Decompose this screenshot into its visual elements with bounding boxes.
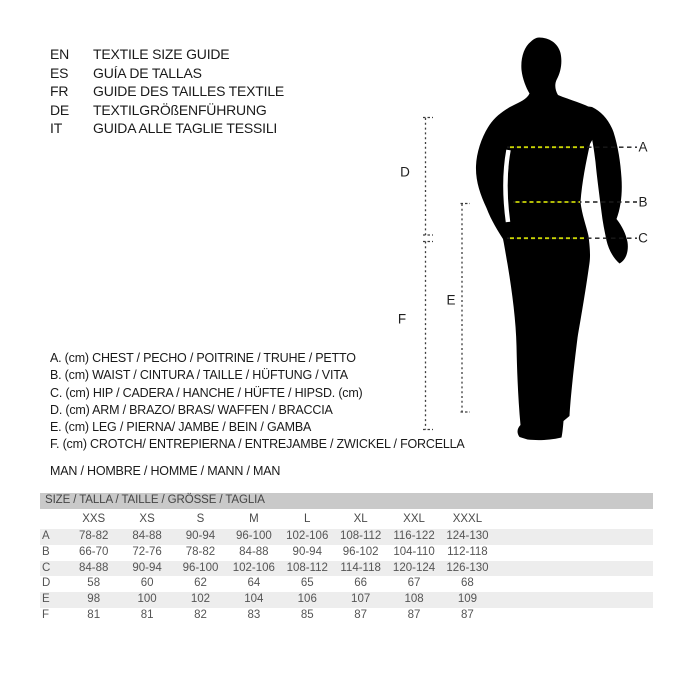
marker-label-d: D — [400, 164, 410, 180]
guide-title-it: GUIDA ALLE TAGLIE TESSILI — [93, 120, 278, 137]
table-row-c — [40, 561, 653, 577]
filler-cell — [494, 561, 653, 577]
cell: 84-88 — [78, 561, 109, 574]
filler-cell — [494, 576, 653, 592]
col-header-xxl: XXL — [403, 512, 425, 525]
cell: 108-112 — [286, 561, 328, 574]
marker-label-c: C — [638, 230, 648, 246]
table-row-a — [40, 529, 653, 545]
legend-hip: C. (cm) HIP / CADERA / HANCHE / HÜFTE / HIPSD. (cm) — [50, 385, 363, 400]
cell: 100 — [137, 593, 157, 606]
legend-chest: A. (cm) CHEST / PECHO / POITRINE / TRUHE / PETTO — [50, 351, 356, 365]
cell: 84-88 — [132, 530, 162, 542]
legend-waist: B. (cm) WAIST / CINTURA / TAILLE / HÜFTUNG / VITA — [50, 368, 348, 383]
cell: 108 — [404, 593, 424, 606]
cell: 116-122 — [393, 530, 435, 542]
cell: 104 — [244, 593, 264, 606]
language-code: EN — [50, 46, 70, 62]
cell: 78-82 — [185, 545, 216, 558]
cell: 81 — [87, 608, 101, 621]
table-row-e — [40, 592, 653, 608]
cell: 108-112 — [339, 530, 382, 542]
cell: 124-130 — [446, 530, 489, 542]
cell: 107 — [351, 593, 371, 606]
cell: 96-100 — [182, 561, 219, 574]
size-table-header-row — [40, 509, 653, 530]
cell: 60 — [140, 577, 154, 590]
size-table-corner-cell — [40, 509, 67, 530]
cell: 87 — [461, 608, 474, 621]
cell: 58 — [87, 577, 101, 590]
col-header-m: M — [249, 512, 259, 525]
col-header-xs: XS — [139, 512, 155, 525]
guide-title-en: TEXTILE SIZE GUIDE — [93, 46, 230, 62]
row-label: C — [42, 561, 51, 574]
row-label: B — [42, 545, 50, 558]
row-label: D — [42, 577, 51, 590]
cell: 96-100 — [235, 530, 272, 542]
legend-subject-man: MAN / HOMBRE / HOMME / MANN / MAN — [50, 464, 281, 479]
cell: 90-94 — [185, 530, 216, 542]
filler-cell — [494, 608, 653, 624]
guide-title-fr: GUIDE DES TAILLES TEXTILE — [93, 83, 285, 100]
thumb-notch — [605, 246, 608, 258]
col-header-xxxl: XXXL — [452, 512, 483, 525]
cell: 78-82 — [78, 530, 109, 542]
language-code: ES — [50, 64, 69, 81]
measurement-legend — [50, 350, 464, 481]
legend-crotch: F. (cm) CROTCH/ ENTREPIERNA / ENTREJAMBE / ZWICKEL / FORCELLA — [50, 437, 465, 452]
language-code: FR — [50, 83, 69, 100]
cell: 87 — [407, 608, 421, 621]
table-row-b — [40, 545, 653, 561]
row-label: A — [42, 530, 50, 542]
marker-label-b: B — [638, 194, 648, 210]
cell: 87 — [354, 608, 368, 621]
cell: 120-124 — [392, 561, 436, 574]
cell: 106 — [297, 593, 317, 606]
marker-label-a: A — [638, 139, 648, 155]
col-header-s: S — [196, 512, 205, 525]
cell: 81 — [140, 608, 154, 621]
language-code: IT — [50, 120, 63, 137]
cell: 68 — [461, 577, 474, 590]
filler-cell — [494, 592, 653, 608]
size-table — [40, 493, 653, 624]
size-table-title: SIZE / TALLA / TAILLE / GRÖSSE / TAGLIA — [40, 493, 653, 509]
guide-title-de: TEXTILGRÖßENFÜHRUNG — [93, 101, 267, 118]
row-label: E — [42, 593, 50, 606]
marker-label-f: F — [397, 311, 407, 327]
cell: 83 — [247, 608, 261, 621]
cell: 65 — [300, 577, 314, 590]
cell: 112-118 — [447, 545, 488, 558]
cell: 67 — [407, 577, 421, 590]
col-header-l: L — [304, 512, 311, 525]
legend-leg: E. (cm) LEG / PIERNA/ JAMBE / BEIN / GAMBA — [50, 420, 312, 435]
filler-cell — [494, 529, 653, 545]
col-header-xl: XL — [353, 512, 368, 525]
cell: 104-110 — [393, 545, 435, 558]
arm-line-d-ticks — [423, 118, 433, 236]
cell: 102-106 — [232, 561, 275, 574]
cell: 64 — [247, 577, 261, 590]
cell: 84-88 — [239, 545, 269, 558]
table-row-d — [40, 576, 653, 592]
cell: 126-130 — [446, 561, 489, 574]
cell: 90-94 — [132, 561, 162, 574]
cell: 62 — [194, 577, 207, 590]
cell: 66 — [354, 577, 368, 590]
table-row-f — [40, 608, 653, 624]
cell: 98 — [87, 593, 101, 606]
cell: 96-102 — [342, 545, 379, 558]
cell: 82 — [194, 608, 207, 621]
col-header-xxs: XXS — [82, 512, 106, 525]
cell: 114-118 — [340, 561, 381, 574]
guide-title-es: GUÍA DE TALLAS — [93, 64, 202, 81]
cell: 102 — [190, 593, 211, 606]
language-code: DE — [50, 101, 70, 118]
cell: 109 — [457, 593, 478, 606]
row-label: F — [42, 608, 50, 621]
cell: 102-106 — [286, 530, 329, 542]
cell: 72-76 — [132, 545, 162, 558]
legend-arm: D. (cm) ARM / BRAZO/ BRAS/ WAFFEN / BRACCIA — [50, 402, 333, 417]
cell: 90-94 — [292, 545, 322, 558]
cell: 66-70 — [78, 545, 109, 558]
filler-cell — [494, 545, 653, 561]
cell: 85 — [300, 608, 314, 621]
marker-label-e: E — [446, 292, 456, 308]
filler-cell — [494, 509, 653, 530]
